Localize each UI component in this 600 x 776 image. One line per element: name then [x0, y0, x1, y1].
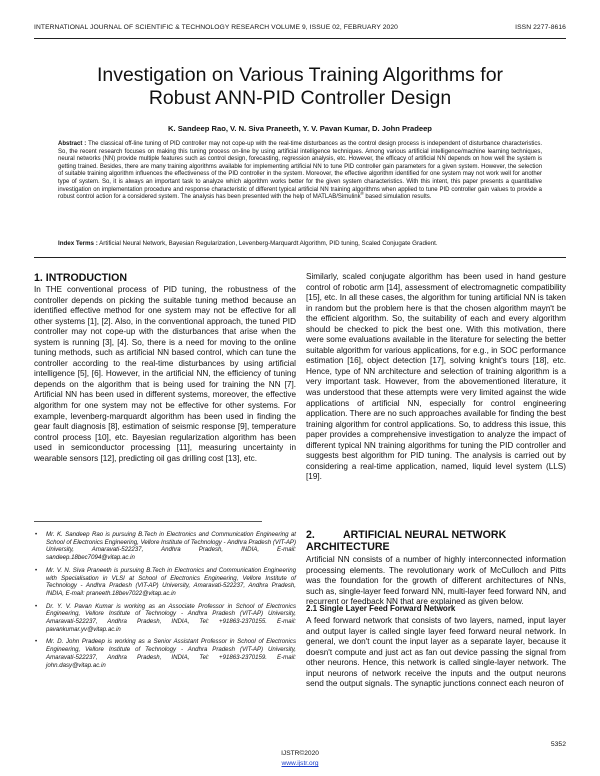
right-column-intro: [306, 272, 566, 483]
title-line-1: Investigation on Various Training Algorithms for: [96, 64, 504, 86]
running-header: [34, 24, 566, 36]
abstract-label: Abstract :: [58, 141, 87, 147]
page-number: 5352: [550, 741, 566, 748]
introduction-heading: 1. INTRODUCTION: [34, 272, 127, 284]
footnote-item: • Mr. K. Sandeep Rao is pursuing B.Tech in Electronics and Communication Engineering at School of Electronics Engineering, Vellore Institute of Technology - Andhra Pradesh (VIT-AP) University, Amaravati-522237, Andhra Pradesh, INDIA, E-mail: sandeep.18bec7094@vitap.ac.in: [46, 531, 296, 562]
author-footnotes: [34, 531, 296, 674]
intro-continued-paragraph: Similarly, scaled conjugate algorithm has been used in hand gesture control of robotic arm [14], assessment of electromagnetic compatibility [15], etc. In all these cases, the algorithm for tuning artificial NN is taken in random but the problem here is that the chosen algorithm mayn't be the efficient algorithm. So, the suitability of each and every algorithm should be checked to pick the best one. With this motivation, there were some evaluations available in the literature for selecting the better suitable algorithm for various applications, for e.g., in SOC performance estimation [16], object detection [17], solving knight's tours [18], etc. Hence, type of NN architecture and selection of training algorithm is a very important task. However, from the abovementioned literature, it was understood that these attempts were very limited against the wide applications of artificial NN, especially for control engineering application. There are no such approaches available for finding the best training algorithm for control applications. So, to address this issue, this paper provides a comprehensive investigation to analyze the impact of different typical NN training algorithms for tuning the PID controller and suggests best algorithm for PID tuning. The analysis is carried out by considering a real-time application, named, liquid level system (LLS) [19].: [306, 272, 566, 482]
journal-url-link[interactable]: www.ijstr.org: [281, 760, 319, 767]
ann-intro-text: [306, 555, 566, 608]
index-terms: [58, 240, 542, 248]
abstract: [58, 141, 542, 202]
abstract-text: The classical off-line tuning of PID controller may not cope-up with the real-time disturbances as the control design process is independent of disturbance characteristics. So, the recent research focuses on making this tuning process on-line by using artificial intelligence techniques. Among various artificial intelligence/machine learning techniques, neural networks (NN) provide multiple features such as control design, forecasting, regression analysis, etc. However, the efficacy of artificial NN depends on how well the system is getting trained. Besides, there are many training algorithms available for implementing artificial NN to tune PID controller gain parameters for a given system. However, the selection of suitable training algorithm influences the effectiveness of the PID controller in the system. Moreover, the effective algorithm identified for one system may not work well for another type of system. So, it is always an important task to analyze which algorithm works better for the given system characteristics. With this intent, this paper presents a quantitative investigation on implementation procedure and response characteristic of different typical artificial NN training algorithms when applied to tune PID controller gain values to provide a robust control action for a considered system. The analysis has been presented with the help of MATLAB/Simulink: [58, 141, 542, 201]
section-divider: [34, 257, 566, 258]
footnote-rule: [34, 521, 262, 522]
section-number: 2.: [306, 529, 315, 541]
ann-paragraph: Artificial NN consists of a number of highly interconnected information processing elements. The revolutionary work of McCulloch and Pitts was the foundation for the growth of different architectures of NNs, such as, single-layer feed forward NN, multi-layer feed forward NN, and recurrent or feedback NN that are explained as given below.: [306, 555, 566, 607]
footnote-item: • Dr. Y. V. Pavan Kumar is working as an Associate Professor in School of Electronics Engineering, Vellore Institute of Technology - Andhra Pradesh (VIT-AP) University, Amaravati-522237, Andhra Pradesh, INDIA, Tel: +91863-2370155. E-mail: pavankumar.yv@vitap.ac.in: [46, 603, 296, 634]
ann-heading-line-2: ARCHITECTURE: [306, 541, 390, 553]
ann-heading-line-1: ARTIFICIAL NEURAL NETWORK: [343, 529, 507, 541]
intro-paragraph: In THE conventional process of PID tuning, the robustness of the controller depends on picking the suitable tuning method because an identified effective method for one system may not be effective for all other systems [1], [2]. Also, in the conventional approach, the tuned PID controller may not cope-up with the disturbances that arise when the system is running [3], [4]. So, there is a need for moving to the online tuning methods, such as artificial NN based control, which can tune the controller according to the real-time disturbances by using artificial intelligence [5], [6]. However, in the artificial NN, the efficiency of tuning depends on the algorithm that is being used for training the NN [7]. Artificial NN has been used in different systems, moreover, the effective algorithm for one system may not be effective for other systems. For example, levenberg-marquardt algorithm has been used in finding the gear fault diagnosis [8], estimation of seismic response [9], temperature control process [10], etc. Bayesian regularization algorithm has been used in semiconductor processing [11], measuring uncertainty in wearable sensors [12], predicting oil gas drilling cost [13], etc.: [34, 285, 296, 463]
single-layer-paragraph: A feed forward network that consists of two layers, named, input layer and output layer is called single layer feed forward neural network. In general, we don't count the input layer as a separate layer, because it doesn't compute and just act as fan out device passing the signal from other neurons. Hence, this network is called single-layer network. The input neurons of network receive the inputs and the output neurons send the output signals. The synaptic junctions connect each neuron of: [306, 616, 566, 689]
title-line-2: Robust ANN-PID Controller Design: [148, 87, 452, 109]
left-column: [34, 285, 296, 464]
index-terms-label: Index Terms :: [58, 240, 98, 247]
footnote-item: • Mr. V. N. Siva Praneeth is pursuing B.Tech in Electronics and Communication Engineering with Specialisation in VLSI at School of Electronics Engineering, Vellore Institute of Technology - Andhra Pradesh (VIT-AP) University, Amaravati-522237, Andhra Pradesh, INDIA, E-mail: praneeth.18bev7022@vitap.ac.in: [46, 567, 296, 598]
footer-copyright: IJSTR©2020: [281, 750, 319, 757]
single-layer-heading: 2.1 Single Layer Feed Forward Network: [306, 604, 456, 613]
footnote-item: • Mr. D. John Pradeep is working as a Senior Assistant Professor in School of Electronics Engineering, Vellore Institute of Technology - Andhra Pradesh (VIT-AP) University, Amaravati-522237, Andhra Pradesh, INDIA, Tel: +91863-2370159. E-mail: john.dasy@vitap.ac.in: [46, 638, 296, 669]
registered-mark: ®: [360, 191, 364, 197]
author-list: K. Sandeep Rao, V. N. Siva Praneeth, Y. V. Pavan Kumar, D. John Pradeep: [168, 124, 432, 133]
issn: ISSN 2277-8616: [515, 24, 566, 31]
paper-title: [34, 64, 566, 110]
header-rule: [34, 38, 566, 39]
ann-architecture-heading: [306, 529, 566, 553]
abstract-end: based simulation results.: [363, 194, 432, 201]
journal-name: INTERNATIONAL JOURNAL OF SCIENTIFIC & TECHNOLOGY RESEARCH VOLUME 9, ISSUE 02, FEBRUARY 2020: [34, 24, 398, 31]
single-layer-text: [306, 616, 566, 690]
index-terms-text: Artificial Neural Network, Bayesian Regularization, Levenberg-Marquardt Algorithm, PID tuning, Scaled Conjugate Gradient.: [97, 240, 438, 247]
